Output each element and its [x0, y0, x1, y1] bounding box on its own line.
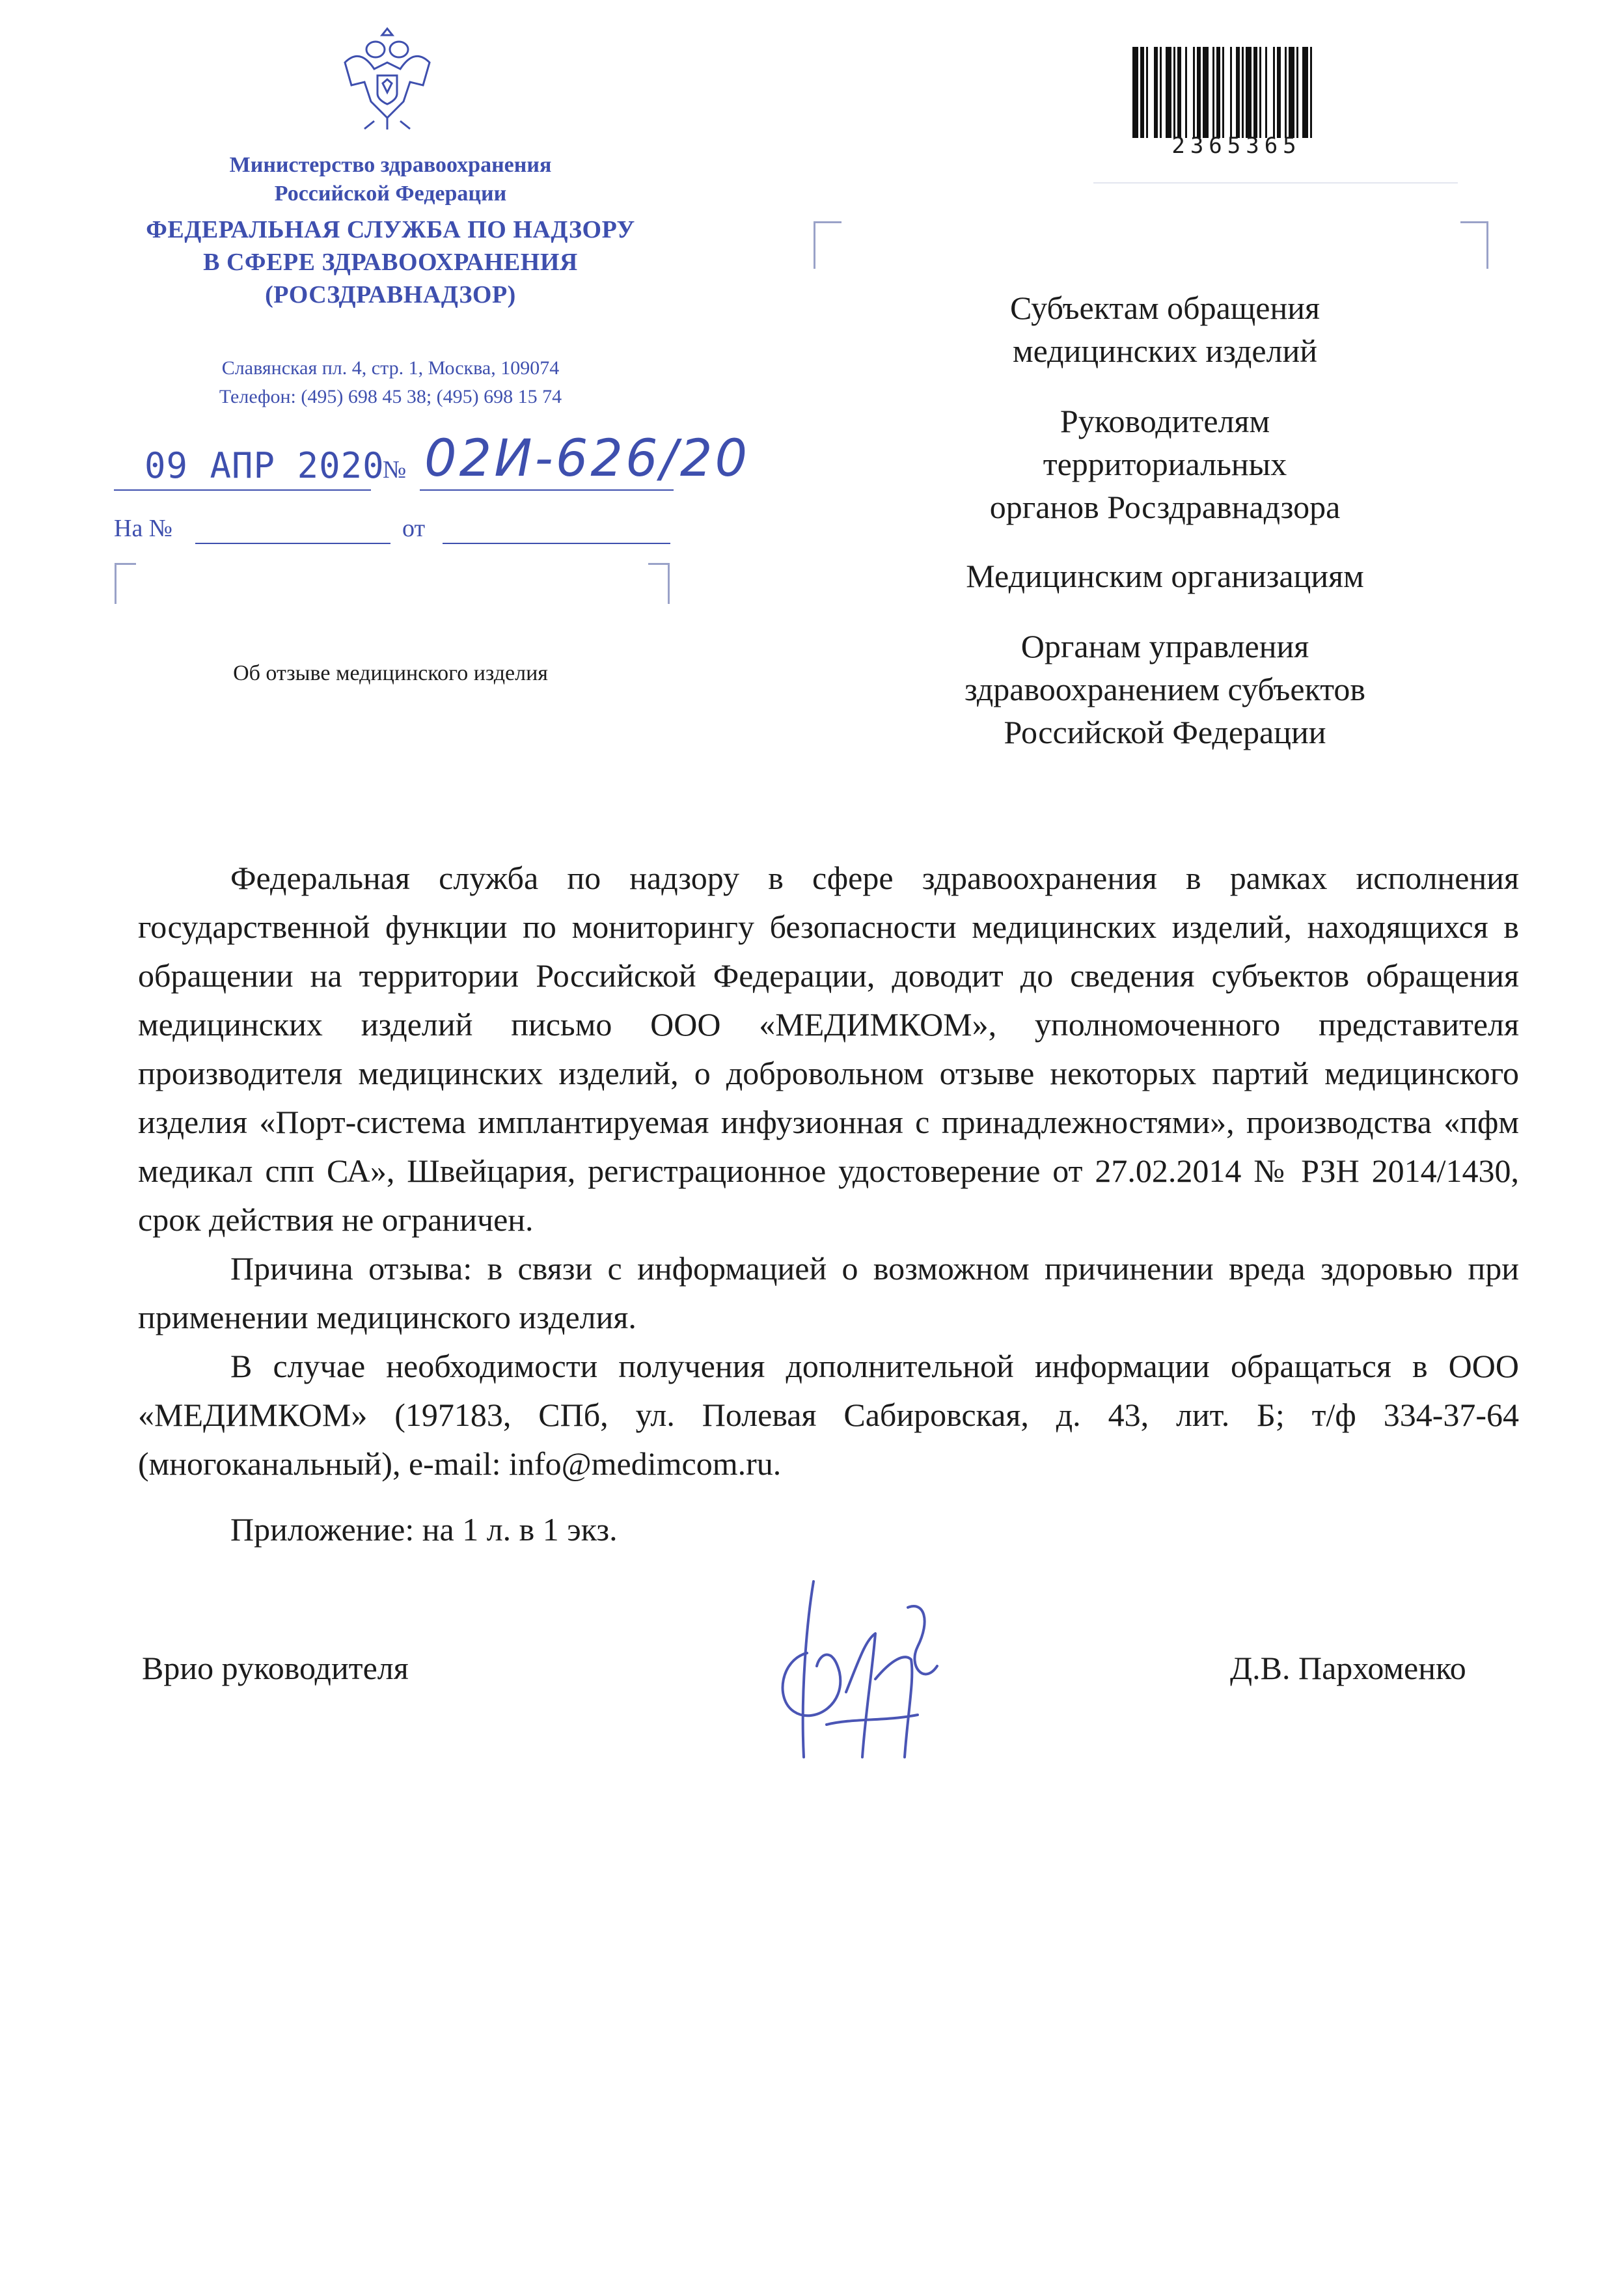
barcode-bar — [1230, 47, 1232, 138]
barcode-bar — [1177, 47, 1181, 138]
addressee-line: Субъектам обращения — [1010, 290, 1320, 326]
addressee-block-2 — [853, 400, 1477, 528]
addressee-line: Медицинским организациям — [966, 558, 1364, 594]
service-line-3: (РОСЗДРАВНАДЗОР) — [265, 281, 516, 309]
handwritten-signature — [768, 1562, 950, 1777]
addressee-line: медицинских изделий — [1012, 333, 1318, 369]
barcode-divider — [1093, 182, 1458, 184]
corner-mark-left-top-left — [115, 563, 136, 604]
addressee-line: органов Росздравнадзора — [989, 489, 1341, 525]
in-reply-label: На № — [114, 515, 173, 542]
barcode-bar — [1132, 47, 1138, 138]
address-line-2: Телефон: (495) 698 45 38; (495) 698 15 74 — [219, 385, 562, 407]
service-line-2: В СФЕРЕ ЗДРАВООХРАНЕНИЯ — [203, 249, 578, 277]
addressee-line: территориальных — [1043, 446, 1287, 482]
barcode-bar — [1277, 47, 1281, 138]
barcode-bar — [1302, 47, 1308, 138]
barcode-bar — [1193, 47, 1195, 138]
corner-mark-left-top-right — [648, 563, 670, 604]
barcode-bar — [1216, 47, 1220, 138]
service-line-1: ФЕДЕРАЛЬНАЯ СЛУЖБА ПО НАДЗОРУ — [146, 216, 635, 243]
barcode-bar — [1236, 47, 1240, 138]
number-label: № — [383, 456, 407, 484]
barcode-bar — [1222, 47, 1224, 138]
barcode-bar — [1285, 47, 1287, 138]
date-underline — [114, 489, 371, 491]
in-reply-underline — [195, 543, 390, 544]
service-address — [111, 354, 670, 411]
barcode-bar — [1296, 47, 1298, 138]
barcode-bar — [1253, 47, 1257, 138]
attachment-note: Приложение: на 1 л. в 1 экз. — [230, 1511, 618, 1548]
addressee-line: здравоохранением субъектов — [964, 671, 1366, 707]
barcode-bar — [1212, 47, 1214, 138]
addressee-block-3 — [853, 554, 1477, 597]
from-underline — [443, 543, 670, 544]
addressee-line: Российской Федерации — [1004, 714, 1326, 750]
corner-mark-right-top-right — [1460, 221, 1488, 269]
body-paragraph-1: Федеральная служба по надзору в сфере здравоохранения в рамках исполнения государственной функции по мониторингу безопасности медицинских изделий, находящихся в обращении на территории Российской Федерации, доводит до сведения субъектов обращения медицинских изделий письмо ООО «МЕДИМКОМ», уполномоченного представителя производителя медицинских изделий, о добровольном отзыве некоторых партий медицинского изделия «Порт-система имплантируемая инфузионная с принадлежностями», производства «пфм медикал спп СА», Швейцария, регистрационное удостоверение от 27.02.2014 № РЗН 2014/1430, срок действия не ограничен. — [138, 860, 1519, 1238]
body-paragraph-2: Причина отзыва: в связи с информацией о возможном причинении вреда здоровью при применении медицинского изделия. — [138, 1250, 1519, 1335]
barcode-bar — [1265, 47, 1267, 138]
letter-body — [138, 854, 1519, 1554]
barcode-bar — [1140, 47, 1144, 138]
addressee-block-4 — [853, 625, 1477, 754]
signatory-name: Д.В. Пархоменко — [1230, 1650, 1466, 1686]
barcode-bar — [1160, 47, 1162, 138]
ministry-name — [111, 151, 670, 208]
corner-mark-right-top-left — [814, 221, 842, 269]
barcode-bar — [1146, 47, 1148, 138]
signatory-position: Врио руководителя — [142, 1650, 409, 1686]
barcode-bar — [1259, 47, 1261, 138]
subject-line: Об отзыве медицинского изделия — [233, 661, 548, 685]
barcode-bar — [1246, 47, 1252, 138]
barcode-bar — [1173, 47, 1175, 138]
barcode — [1132, 47, 1341, 138]
barcode-bar — [1197, 47, 1201, 138]
addressee-line: Органам управления — [1020, 628, 1309, 664]
date-stamp: 09 АПР 2020 — [144, 445, 385, 486]
address-line-1: Славянская пл. 4, стр. 1, Москва, 109074 — [221, 357, 560, 379]
number-underline — [420, 489, 674, 491]
barcode-bar — [1166, 47, 1171, 138]
barcode-bar — [1289, 47, 1294, 138]
barcode-number: 2365365 — [1171, 133, 1302, 159]
ministry-line-1: Министерство здравоохранения — [229, 153, 552, 177]
coat-of-arms-emblem — [338, 23, 436, 134]
barcode-bar — [1154, 47, 1158, 138]
barcode-bar — [1203, 47, 1209, 138]
barcode-bar — [1273, 47, 1275, 138]
barcode-bar — [1242, 47, 1244, 138]
service-name — [111, 213, 670, 311]
barcode-bar — [1310, 47, 1312, 138]
addressee-line: Руководителям — [1060, 403, 1270, 439]
barcode-bar — [1185, 47, 1187, 138]
ministry-line-2: Российской Федерации — [274, 182, 507, 206]
handwritten-number: 02И-626/20 — [424, 430, 750, 488]
body-paragraph-3: В случае необходимости получения дополнительной информации обращаться в ООО «МЕДИМКОМ» (197183, СПб, ул. Полевая Сабировская, д. 43, лит. Б; т/ф 334-37-64 (многоканальный), e-mail: info@medimcom.ru. — [138, 1348, 1519, 1482]
addressee-block-1 — [853, 286, 1477, 372]
from-label: от — [402, 515, 426, 542]
